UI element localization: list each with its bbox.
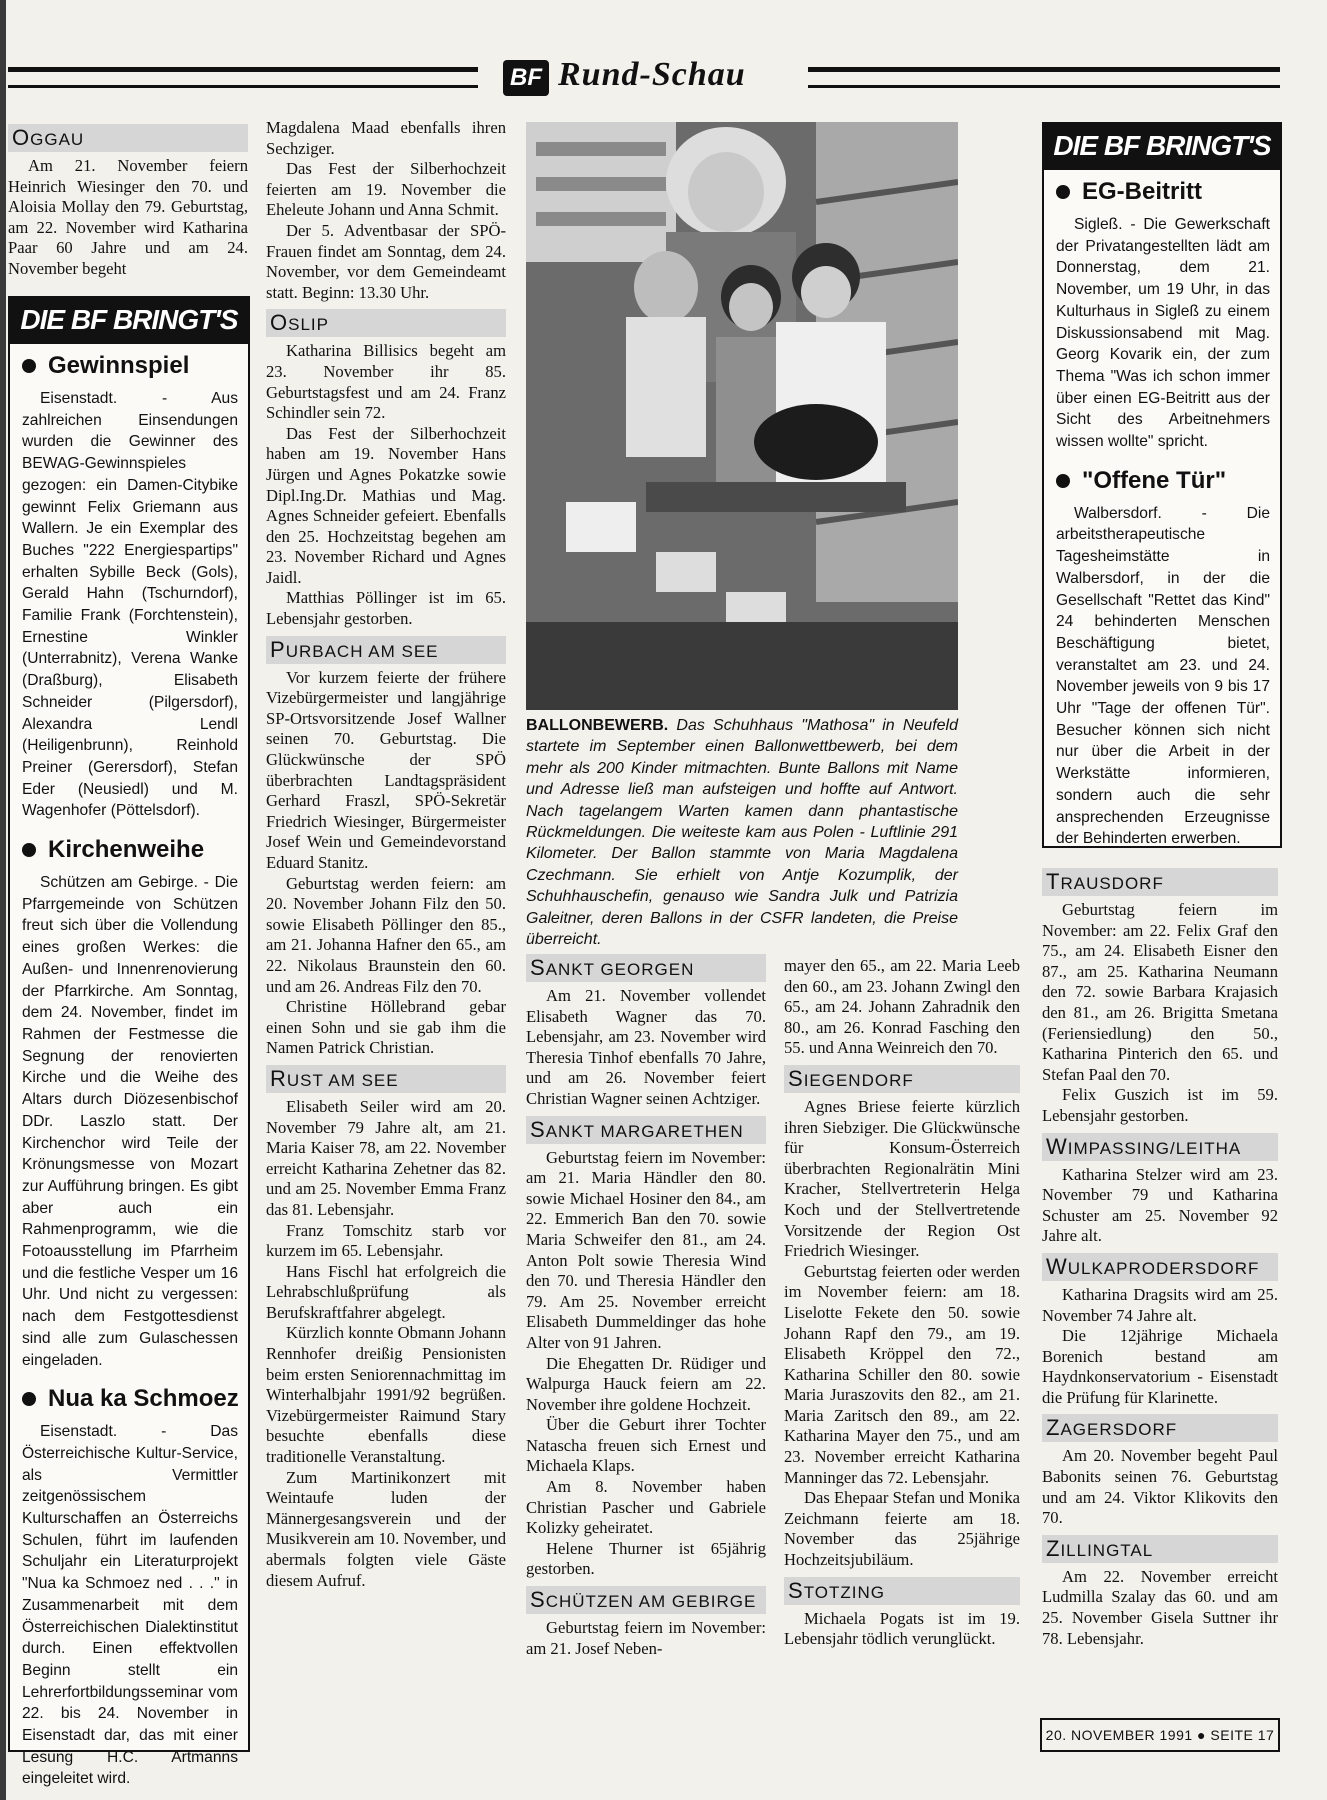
location-heading-zillingtal: ZILLINGTAL (1042, 1535, 1278, 1563)
info-box-right (1042, 122, 1282, 848)
bullet-icon (22, 359, 36, 373)
bullet-icon (1056, 185, 1070, 199)
column-5 (1042, 862, 1278, 1649)
box-header: DIE BF BRINGT'S (1044, 124, 1280, 170)
subhead-text: Gewinnspiel (48, 352, 190, 379)
photo-children-balloon (526, 122, 958, 710)
article-purbach-3: Christine Höllebrand gebar einen Sohn und sie gab ihm die Namen Patrick Christian. (266, 997, 506, 1058)
article-margarethen-3: Über die Geburt ihrer Tochter Natascha freuen sich Ernest und Michaela Klaps. (526, 1415, 766, 1476)
column-4 (784, 956, 1020, 1650)
subhead-gewinnspiel (22, 352, 248, 380)
article-continued: mayer den 65., am 22. Maria Leeb den 60., am 23. Johann Zwingl den 65., am 24. Johann Zahradnik den 80., am 26. Konrad Fasching den 55. und Anna Weinreich den 70. (784, 956, 1020, 1058)
bf-logo: BF (503, 60, 549, 96)
bullet-icon (1056, 474, 1070, 488)
article-georgen: Am 21. November vollendet Elisabeth Wagner das 70. Lebensjahr, am 23. November wird Theresia Tinhof ebenfalls 70 Jahre, und am 26. November feiert Christian Wagner seinen Achtziger. (526, 986, 766, 1108)
column-1-top (8, 118, 248, 280)
location-heading-zagersdorf: ZAGERSDORF (1042, 1414, 1278, 1442)
bullet-icon (22, 843, 36, 857)
article-trausdorf-2: Felix Guszich ist im 59. Lebensjahr gestorben. (1042, 1085, 1278, 1125)
location-heading-rust: RUST AM SEE (266, 1065, 506, 1093)
photo-caption (526, 715, 958, 950)
article-nua-ka-schmoez: Eisenstadt. - Das Österreichische Kultur-Service, als Vermittler zeitgenössischem Kulturschaffen an Österreichs Schulen, führt im laufenden Schuljahr ein Literaturprojekt "Nua ka Schmoez ned . . ." in Zusammenarbeit mit dem Österreichischen Dialektinstitut durch. Einen effektvollen Beginn stellt ein Lehrerfortbildungsseminar vom 22. bis 24. November in Eisenstadt dar, das mit einer Lesung H.C. Artmanns eingeleitet wird. (22, 1423, 238, 1788)
scan-edge (0, 0, 6, 1800)
article-oslip-3: Matthias Pöllinger ist im 65. Lebensjahr gestorben. (266, 588, 506, 629)
article-eg-beitritt: Sigleß. - Die Gewerkschaft der Privatangestellten lädt am Donnerstag, dem 21. November, um 19 Uhr, in das Kulturhaus in Sigleß zu einem Diskussionsabend mit Mag. Georg Kovarik ein, der zum Thema "Was ich schon immer über einen EG-Beitritt aus der Sicht des Arbeitnehmers wissen wollte" spricht. (1056, 216, 1270, 451)
subhead-text: Nua ka Schmoez (48, 1385, 239, 1413)
article-zillingtal: Am 22. November erreicht Ludmilla Szalay das 60. und am 25. November Gisela Suttner ihr 78. Lebensjahr. (1042, 1566, 1278, 1648)
location-heading-siegendorf: SIEGENDORF (784, 1065, 1020, 1093)
masthead-rule-left (8, 67, 478, 88)
article-zagersdorf: Am 20. November begeht Paul Babonits seinen 76. Geburtstag und am 24. Viktor Klikovits den 70. (1042, 1446, 1278, 1528)
subhead-text: EG-Beitritt (1082, 178, 1202, 205)
article-margarethen-2: Die Ehegatten Dr. Rüdiger und Walpurga Hauck feiern am 22. November ihre goldene Hochzeit. (526, 1353, 766, 1414)
article-margarethen-1: Geburtstag feiern im November: am 21. Maria Händler den 80. sowie Michael Hosiner den 84., am 22. Emmerich Ban den 70. sowie Maria Schweifer den 81., am 24. Anton Polt sowie Theresia Wind den 70. und Theresia Händler den 79. Am 25. November erreicht Elisabeth Dummeldinger das hohe Alter von 91 Jahren. (526, 1147, 766, 1352)
location-heading-schuetzen: SCHÜTZEN AM GEBIRGE (526, 1586, 766, 1614)
caption-lead: BALLONBEWERB. (526, 717, 669, 734)
article-siegendorf-3: Das Ehepaar Stefan und Monika Zeichmann feierte am 18. November das 25jährige Hochzeitsjubiläum. (784, 1488, 1020, 1570)
article-rust-5: Zum Martinikonzert mit Weintaufe luden der Männergesangsverein und der Musikverein am 10. November, und abermals folgten viele Gäste diesem Aufruf. (266, 1467, 506, 1590)
location-heading-oggau: OGGAU (8, 124, 248, 152)
article-gewinnspiel: Eisenstadt. - Aus zahlreichen Einsendungen wurden die Gewinner des BEWAG-Gewinnspieles gezogen: ein Damen-Citybike gewinnt Felix Griemann aus Wallern. Je ein Exemplar des Buches "222 Energiespartips" erhalten Sybille Beck (Gols), Gerald Hahn (Tschurndorf), Familie Frank (Forchtenstein), Ernestine Winkler (Unterrabnitz), Verena Wanke (Draßburg), Elisabeth Schneider (Pilgersdorf), Alexandra Lendl (Heiligenbrunn), Reinhold Preiner (Gerersdorf), Stefan Eder (Neusiedl) und M. Wagenhofer (Pöttelsdorf). (22, 390, 238, 820)
subhead-text: "Offene Tür" (1082, 466, 1227, 494)
article-margarethen-4: Am 8. November haben Christian Pascher und Gabriele Kolizky geheiratet. (526, 1477, 766, 1538)
subhead-kirchenweihe (22, 836, 248, 864)
article-siegendorf-1: Agnes Briese feierte kürzlich ihren Siebziger. Die Glückwünsche für Konsum-Österreich überbrachten Regionalrätin Mini Kracher, Stellvertreterin Helga Koch und der Stellvertretende Vorsitzende der Region Ost Friedrich Wiesinger. (784, 1096, 1020, 1261)
article-siegendorf-2: Geburtstag feierten oder werden im November feiern: am 18. Liselotte Fekete den 50. sowie Johann Rapf den 79., am 19. Elisabeth Kröppel den 72., Katharina Schiller den 80. sowie Maria Juraszovits den 82., am 21. Maria Zaritsch den 89., am 22. Katharina Mayer den 75., und am 23. November erreicht Katharina Manninger das 72. Lebensjahr. (784, 1261, 1020, 1487)
page-date-footer: 20. NOVEMBER 1991 ● SEITE 17 (1040, 1718, 1280, 1752)
article-oslip-2: Das Fest der Silberhochzeit haben am 19. November Hans Jürgen und Agnes Pokatzke sowie Dipl.Ing.Dr. Mathias und Mag. Agnes Schneider gefeiert. Ebenfalls den 25. Hochzeitstag begehen am 23. November Richard und Agnes Jaidl. (266, 423, 506, 587)
article-schuetzen: Geburtstag feiern im November: am 21. Josef Neben- (526, 1618, 766, 1658)
location-heading-trausdorf: TRAUSDORF (1042, 868, 1278, 896)
article-oggau: Am 21. November feiern Heinrich Wiesinger den 70. und Aloisia Mollay den 79. Geburtstag, am 22. November wird Katharina Paar 60 Jahre und am 24. November begeht (8, 156, 248, 278)
article-purbach-2: Geburtstag werden feiern: am 20. November Johann Filz den 50. sowie Elisabeth Pöllinger den 85., am 21. Johanna Hafner den 65., am 22. Nikolaus Braunstein den 60. und am 26. Andreas Filz den 70. (266, 873, 506, 996)
info-box-left (8, 296, 250, 1788)
article-offene-tuer: Walbersdorf. - Die arbeitstherapeutische Tagesheimstätte in Walbersdorf, in der die Gesellschaft "Rettet das Kind" 24 behinderten Menschen Beschäftigung bietet, veranstaltet am 23. und 24. November jeweils von 9 bis 17 Uhr "Tage der offenen Tür". Besucher können sich nicht nur über die Arbeit in der Werkstätte informieren, sondern auch die sehr ansprechenden Erzeugnisse der Behinderten erwerben. (1056, 504, 1270, 848)
masthead (8, 56, 1280, 93)
subhead-text: Kirchenweihe (48, 836, 205, 864)
article-rust-1: Elisabeth Seiler wird am 20. November 79 Jahre alt, am 21. Maria Kaiser 78, am 22. November erreicht Katharina Zehetner das 82. und am 25. November Emma Franz das 81. Lebensjahr. (266, 1096, 506, 1219)
column-3 (526, 948, 766, 1659)
column-2 (266, 118, 506, 1591)
section-title: Rund-Schau (558, 56, 746, 93)
photo-illustration (526, 122, 958, 710)
article-wulka-2: Die 12jährige Michaela Borenich bestand am Haydnkonservatorium - Eisenstadt die Prüfung für Klarinette. (1042, 1326, 1278, 1407)
location-heading-wulkaprodersdorf: WULKAPRODERSDORF (1042, 1253, 1278, 1281)
article-rust-3: Hans Fischl hat erfolgreich die Lehrabschlußprüfung als Berufskraftfahrer abgelegt. (266, 1261, 506, 1322)
bullet-icon (22, 1392, 36, 1406)
article-continued: Magdalena Maad ebenfalls ihren Sechziger. (266, 118, 506, 158)
location-heading-sankt-georgen: SANKT GEORGEN (526, 954, 766, 982)
article-wulka-1: Katharina Dragsits wird am 25. November 74 Jahre alt. (1042, 1284, 1278, 1325)
article-trausdorf-1: Geburtstag feiern im November: am 22. Felix Graf den 75., am 24. Elisabeth Eisner den 87., am 25. Katharina Neumann den 72. sowie Barbara Krajasich den 81., am 26. Brigitta Smetana (Feriensiedlung) den 50., Katharina Pinterich den 65. und Stefan Paal den 70. (1042, 900, 1278, 1084)
subhead-nua-ka-schmoez (22, 1385, 248, 1413)
location-heading-stotzing: STOTZING (784, 1577, 1020, 1605)
article-oslip-1: Katharina Billisics begeht am 23. November ihr 85. Geburtstagsfest und am 24. Franz Schindler sein 72. (266, 341, 506, 423)
article-adventbasar: Der 5. Adventbasar der SPÖ-Frauen findet am Sonntag, dem 24. November, vor dem Gemeindeamt statt. Beginn: 13.30 Uhr. (266, 220, 506, 302)
article-margarethen-5: Helene Thurner ist 65jährig gestorben. (526, 1538, 766, 1579)
article-wimpassing: Katharina Stelzer wird am 23. November 79 und Katharina Schuster am 25. November 92 Jahre alt. (1042, 1164, 1278, 1246)
subhead-offene-tuer (1056, 467, 1280, 495)
article-rust-4: Kürzlich konnte Obmann Johann Rennhofer dreißig Pensionisten beim ersten Seniorennachmittag im Winterhalbjahr 1991/92 begrüßen. Vizebürgermeister Raimund Stary besuchte ebenfalls diese traditionelle Veranstaltung. (266, 1323, 506, 1467)
location-heading-purbach: PURBACH AM SEE (266, 636, 506, 664)
article-rust-2: Franz Tomschitz starb vor kurzem im 65. Lebensjahr. (266, 1220, 506, 1261)
masthead-rule-right (808, 67, 1280, 88)
box-header: DIE BF BRINGT'S (10, 298, 248, 344)
article-silberhochzeit: Das Fest der Silberhochzeit feierten am 19. November die Eheleute Johann und Anna Schmit. (266, 159, 506, 220)
article-stotzing: Michaela Pogats ist im 19. Lebensjahr tödlich verunglückt. (784, 1608, 1020, 1649)
article-purbach-1: Vor kurzem feierte der frühere Vizebürgermeister und langjährige SP-Ortsvorsitzende Josef Wallner seinen 70. Geburtstag. Die Glückwünsche der SPÖ überbrachten Landtagspräsident Gerhard Fraszl, SPÖ-Sekretär Friedrich Wiesinger, Bürgermeister Josef Wein und Gemeindevorstand Eduard Stanitz. (266, 667, 506, 872)
subhead-eg-beitritt (1056, 178, 1280, 206)
location-heading-sankt-margarethen: SANKT MARGARETHEN (526, 1116, 766, 1144)
location-heading-wimpassing: WIMPASSING/LEITHA (1042, 1133, 1278, 1161)
location-heading-oslip: OSLIP (266, 309, 506, 337)
caption-text: Das Schuhhaus "Mathosa" in Neufeld startete im September einen Ballonwettbewerb, bei dem mehr als 200 Kinder mitmachten. Bunte Ballons mit Name und Adresse ließ man aufsteigen und hoffte auf Antwort. Nach tagelangem Warten kamen dann phantastische Rückmeldungen. Die weiteste kam aus Polen - Luftlinie 291 Kilometer. Der Ballon stammte von Maria Magdalena Czechmann. Sie erhielt von Antje Kozumplik, der Schuhhauschefin, genauso wie Sandra Julk und Patrizia Galeitner, deren Ballons in der CSFR landeten, die Preise überreicht. (526, 717, 958, 949)
article-kirchenweihe: Schützen am Gebirge. - Die Pfarrgemeinde von Schützen freut sich über die Vollendung eines großen Werkes: die Außen- und Innenrenovierung der Pfarrkirche. Am Sonntag, dem 24. November, findet im Rahmen der Festmesse die Segnung der renovierten Kirche und die Weihe des Altars durch Diözesenbischof DDr. Laszlo statt. Der Kirchenchor wird Teile der Krönungsmesse von Mozart zur Aufführung bringen. Es gibt aber auch ein Rahmenprogramm, wie die Fotoausstellung im Pfarrheim und die festliche Vesper um 16 Uhr. Und nicht zu vergessen: nach dem Festgottesdienst sind alle zum Gulaschessen eingeladen. (22, 874, 238, 1369)
